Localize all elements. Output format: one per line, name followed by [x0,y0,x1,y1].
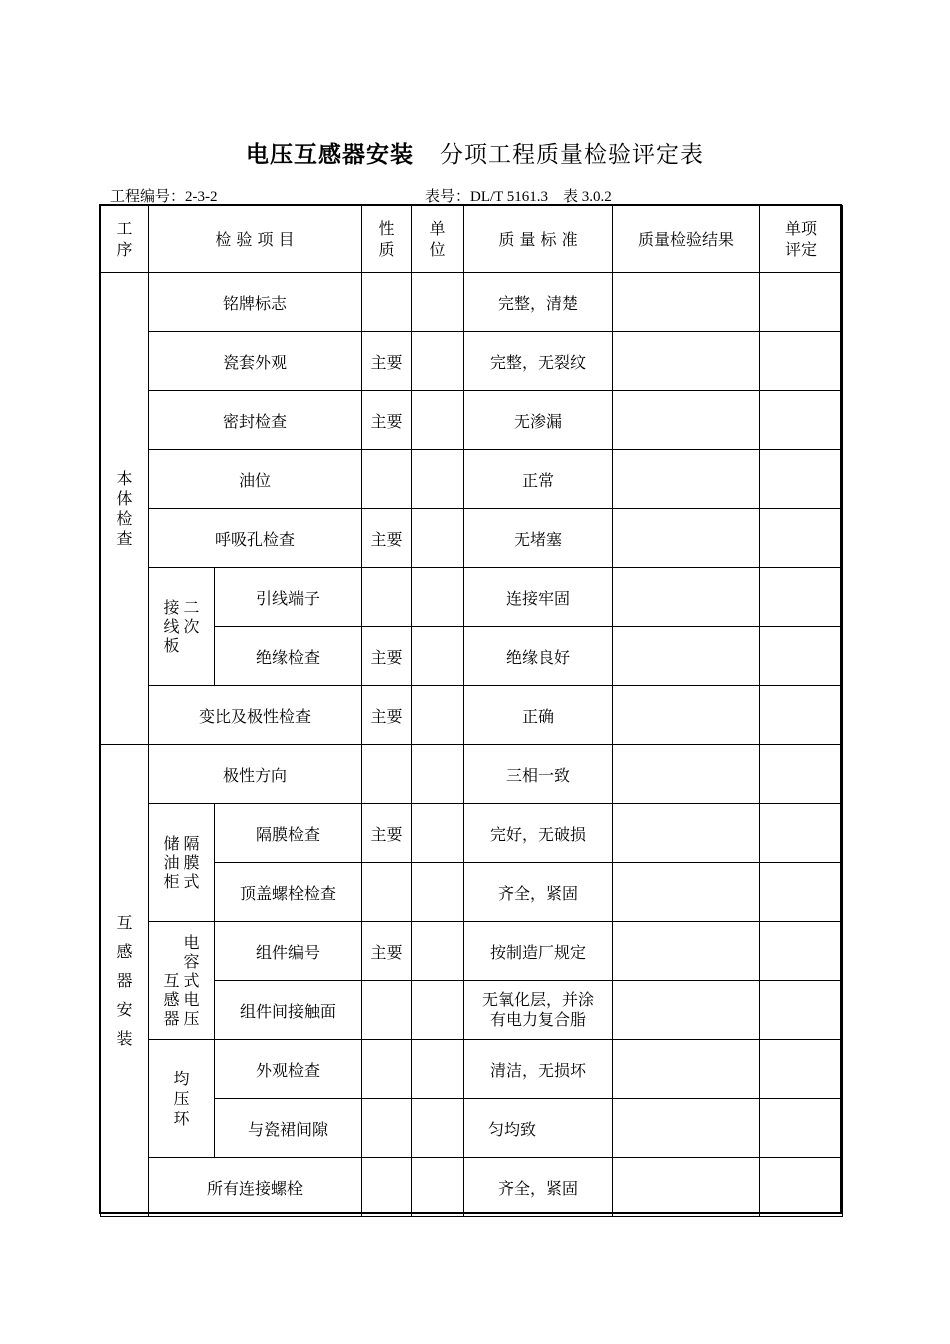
item-cell: 极性方向 [149,745,362,804]
standard-cell: 匀均致 [464,1099,613,1158]
result-cell[interactable] [613,863,760,922]
item-cell: 呼吸孔检查 [149,509,362,568]
item-cell: 组件间接触面 [215,981,362,1040]
unit-cell[interactable] [412,391,464,450]
unit-cell[interactable] [412,1099,464,1158]
unit-cell[interactable] [412,273,464,332]
result-cell[interactable] [613,509,760,568]
header-nature: 性 质 [362,206,412,273]
eval-cell[interactable] [760,863,843,922]
eval-cell[interactable] [760,686,843,745]
result-cell[interactable] [613,332,760,391]
result-cell[interactable] [613,627,760,686]
result-cell[interactable] [613,981,760,1040]
eval-cell[interactable] [760,568,843,627]
nature-cell: 主要 [362,922,412,981]
table-row [101,450,843,509]
unit-cell[interactable] [412,1158,464,1217]
result-cell[interactable] [613,1040,760,1099]
item-cell: 所有连接螺栓 [149,1158,362,1217]
eval-cell[interactable] [760,745,843,804]
unit-cell[interactable] [412,568,464,627]
table-row [101,745,843,804]
sublabel-col2: 电 容 式 电 压 [183,933,200,1028]
standard-cell: 三相一致 [464,745,613,804]
group-label-transformer-install: 互 感 器 安 装 [101,745,149,1217]
nature-cell [362,981,412,1040]
unit-cell[interactable] [412,981,464,1040]
item-cell: 瓷套外观 [149,332,362,391]
header-unit: 单 位 [412,206,464,273]
sublabel-col1: 接 线 板 [163,598,180,655]
result-cell[interactable] [613,450,760,509]
project-number: 工程编号：2-3-2 [110,189,218,205]
eval-cell[interactable] [760,922,843,981]
nature-cell [362,450,412,509]
result-cell[interactable] [613,745,760,804]
sublabel-conservator [149,804,215,922]
standard-cell: 无氧化层，并涂 有电力复合脂 [464,981,613,1040]
nature-cell [362,273,412,332]
unit-cell[interactable] [412,1040,464,1099]
eval-cell[interactable] [760,273,843,332]
header-row [101,206,843,273]
standard-cell: 绝缘良好 [464,627,613,686]
nature-cell: 主要 [362,332,412,391]
unit-cell[interactable] [412,863,464,922]
header-item: 检 验 项 目 [149,206,362,273]
nature-cell: 主要 [362,391,412,450]
item-cell: 铭牌标志 [149,273,362,332]
eval-cell[interactable] [760,627,843,686]
unit-cell[interactable] [412,509,464,568]
unit-cell[interactable] [412,922,464,981]
sublabel-grading-ring: 均 压 环 [149,1040,215,1158]
table-row [101,1158,843,1217]
table-row [101,391,843,450]
unit-cell[interactable] [412,686,464,745]
nature-cell: 主要 [362,627,412,686]
group-label-body-check: 本 体 检 查 [101,273,149,745]
sublabel-col2: 隔 膜 式 [183,834,200,891]
result-cell[interactable] [613,568,760,627]
unit-cell[interactable] [412,804,464,863]
nature-cell: 主要 [362,686,412,745]
item-cell: 油位 [149,450,362,509]
eval-cell[interactable] [760,981,843,1040]
item-cell: 绝缘检查 [215,627,362,686]
result-cell[interactable] [613,1099,760,1158]
nature-cell [362,745,412,804]
header-result: 质量检验结果 [613,206,760,273]
table-row [101,332,843,391]
eval-cell[interactable] [760,450,843,509]
nature-cell [362,863,412,922]
standard-cell: 齐全，紧固 [464,1158,613,1217]
header-standard: 质 量 标 准 [464,206,613,273]
eval-cell[interactable] [760,1040,843,1099]
item-cell: 外观检查 [215,1040,362,1099]
nature-cell [362,1099,412,1158]
table-row [101,273,843,332]
result-cell[interactable] [613,922,760,981]
result-cell[interactable] [613,273,760,332]
nature-cell: 主要 [362,804,412,863]
nature-cell [362,1040,412,1099]
eval-cell[interactable] [760,1158,843,1217]
table-row [101,509,843,568]
standard-cell: 完整，无裂纹 [464,332,613,391]
sublabel-col1: 储 油 柜 [163,834,180,891]
header-process: 工 序 [101,206,149,273]
item-cell: 与瓷裙间隙 [215,1099,362,1158]
item-cell: 引线端子 [215,568,362,627]
standard-cell: 正确 [464,686,613,745]
title-normal: 分项工程质量检验评定表 [440,142,704,168]
eval-cell[interactable] [760,332,843,391]
eval-cell[interactable] [760,509,843,568]
item-cell: 变比及极性检查 [149,686,362,745]
item-cell: 组件编号 [215,922,362,981]
form-number: 表号：DL/T 5161.3 表 3.0.2 [425,189,612,205]
table-row [101,1040,843,1099]
sublabel-terminal-board [149,568,215,686]
page-title [0,136,950,169]
nature-cell: 主要 [362,509,412,568]
unit-cell[interactable] [412,745,464,804]
header-eval: 单项 评定 [760,206,843,273]
inspection-table [100,205,843,1217]
eval-cell[interactable] [760,391,843,450]
nature-cell [362,1158,412,1217]
item-cell: 密封检查 [149,391,362,450]
result-cell[interactable] [613,1158,760,1217]
unit-cell[interactable] [412,332,464,391]
unit-cell[interactable] [412,627,464,686]
standard-cell: 完好，无破损 [464,804,613,863]
result-cell[interactable] [613,804,760,863]
unit-cell[interactable] [412,450,464,509]
sublabel-col2: 二 次 [183,598,200,636]
standard-cell: 正常 [464,450,613,509]
result-cell[interactable] [613,391,760,450]
standard-cell: 完整，清楚 [464,273,613,332]
standard-cell: 清洁，无损坏 [464,1040,613,1099]
eval-cell[interactable] [760,1099,843,1158]
sublabel-capacitive-transformer [149,922,215,1040]
sublabel-col1: 互 感 器 [163,971,180,1028]
eval-cell[interactable] [760,804,843,863]
title-bold: 电压互感器安装 [246,142,414,168]
result-cell[interactable] [613,686,760,745]
table-row [101,922,843,981]
standard-cell: 连接牢固 [464,568,613,627]
standard-cell: 无渗漏 [464,391,613,450]
table-row [101,686,843,745]
standard-cell: 无堵塞 [464,509,613,568]
table-row [101,568,843,627]
standard-cell: 齐全，紧固 [464,863,613,922]
standard-cell: 按制造厂规定 [464,922,613,981]
nature-cell [362,568,412,627]
item-cell: 顶盖螺栓检查 [215,863,362,922]
table-row [101,804,843,863]
item-cell: 隔膜检查 [215,804,362,863]
